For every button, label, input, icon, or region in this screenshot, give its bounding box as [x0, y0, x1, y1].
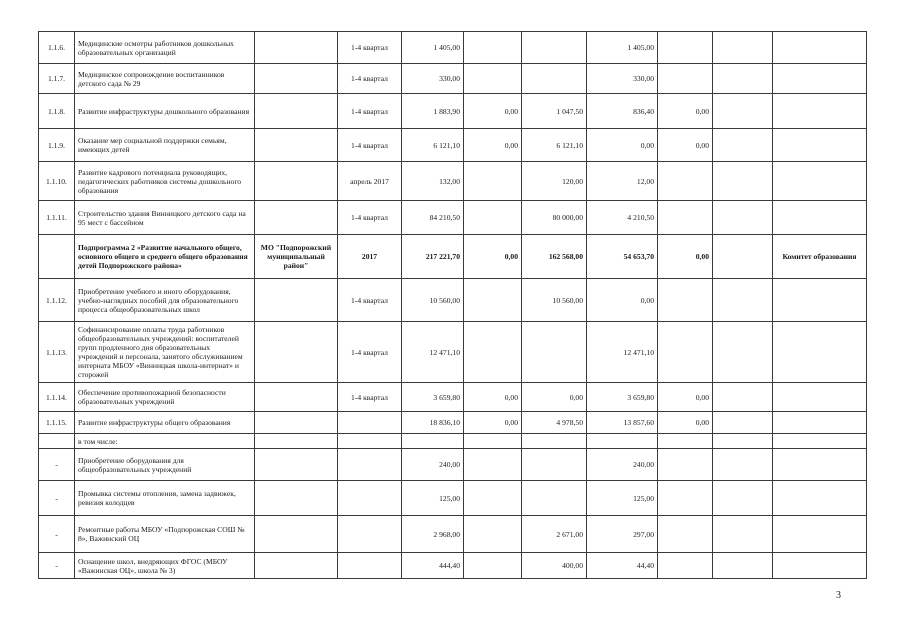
- row-name: Строительство здания Винницкого детского сада на 95 мест с бассейном: [75, 201, 255, 235]
- row-result: [713, 162, 773, 201]
- row-other: 0,00: [658, 412, 713, 434]
- row-total: 2 968,00: [402, 516, 464, 553]
- row-executor: [255, 481, 338, 516]
- row-regional: 120,00: [522, 162, 587, 201]
- row-local: 12,00: [587, 162, 658, 201]
- row-local: 0,00: [587, 279, 658, 322]
- row-responsible: [773, 434, 867, 449]
- row-executor: [255, 412, 338, 434]
- row-other: [658, 64, 713, 94]
- row-local: 3 659,80: [587, 383, 658, 412]
- row-regional: 10 560,00: [522, 279, 587, 322]
- row-responsible: [773, 162, 867, 201]
- row-result: [713, 516, 773, 553]
- row-term: [338, 553, 402, 579]
- row-name: Оказание мер социальной поддержки семьям, имеющих детей: [75, 129, 255, 162]
- row-term: 1-4 квартал: [338, 32, 402, 64]
- row-federal: [464, 449, 522, 481]
- row-result: [713, 279, 773, 322]
- row-result: [713, 383, 773, 412]
- row-regional: 162 568,00: [522, 235, 587, 279]
- row-name: Приобретение оборудования для общеобразовательных учреждений: [75, 449, 255, 481]
- row-regional: [522, 32, 587, 64]
- row-responsible: [773, 64, 867, 94]
- row-other: [658, 322, 713, 383]
- row-other: [658, 32, 713, 64]
- row-responsible: [773, 32, 867, 64]
- row-other: [658, 279, 713, 322]
- table-row: [39, 322, 867, 383]
- row-executor: [255, 434, 338, 449]
- table-row: [39, 553, 867, 579]
- row-other: 0,00: [658, 129, 713, 162]
- row-name: в том числе:: [75, 434, 255, 449]
- row-regional: [522, 64, 587, 94]
- row-local: 0,00: [587, 129, 658, 162]
- row-regional: 2 671,00: [522, 516, 587, 553]
- row-total: 1 405,00: [402, 32, 464, 64]
- row-name: Развитие инфраструктуры дошкольного образования: [75, 94, 255, 129]
- row-local: 13 857,60: [587, 412, 658, 434]
- row-name: Приобретение учебного и иного оборудования, учебно-наглядных пособий для образовательного процесса общеобразовательных школ: [75, 279, 255, 322]
- row-local: [587, 434, 658, 449]
- table-row: [39, 201, 867, 235]
- row-name: Медицинское сопровождение воспитанников детского сада № 29: [75, 64, 255, 94]
- row-name: Обеспечение противопожарной безопасности образовательных учреждений: [75, 383, 255, 412]
- table-row: [39, 32, 867, 64]
- row-executor: [255, 516, 338, 553]
- row-total: 125,00: [402, 481, 464, 516]
- row-result: [713, 322, 773, 383]
- row-term: [338, 434, 402, 449]
- row-federal: [464, 162, 522, 201]
- row-regional: 400,00: [522, 553, 587, 579]
- row-federal: [464, 553, 522, 579]
- table-row: [39, 516, 867, 553]
- row-federal: [464, 322, 522, 383]
- row-name: Софинансирование оплаты труда работников общеобразовательных учреждений: воспитателей групп продленного дня образовательных учреждений и персонала, занятого обслуживанием интерната МБОУ «Винницкая школа-интернат» и сторожей: [75, 322, 255, 383]
- row-federal: 0,00: [464, 412, 522, 434]
- table-row: [39, 383, 867, 412]
- row-federal: [464, 516, 522, 553]
- row-number: [39, 434, 75, 449]
- row-term: 1-4 квартал: [338, 383, 402, 412]
- row-executor: [255, 449, 338, 481]
- row-term: [338, 481, 402, 516]
- table-row: [39, 412, 867, 434]
- row-result: [713, 235, 773, 279]
- row-term: апрель 2017: [338, 162, 402, 201]
- row-total: 330,00: [402, 64, 464, 94]
- row-result: [713, 32, 773, 64]
- row-executor: [255, 94, 338, 129]
- row-local: 1 405,00: [587, 32, 658, 64]
- row-federal: 0,00: [464, 383, 522, 412]
- row-executor: [255, 279, 338, 322]
- row-federal: 0,00: [464, 94, 522, 129]
- row-number: 1.1.10.: [39, 162, 75, 201]
- row-regional: [522, 449, 587, 481]
- row-regional: 4 978,50: [522, 412, 587, 434]
- row-responsible: [773, 201, 867, 235]
- row-executor: [255, 322, 338, 383]
- page-number: 3: [836, 590, 841, 601]
- row-other: [658, 449, 713, 481]
- row-total: 217 221,70: [402, 235, 464, 279]
- row-number: [39, 235, 75, 279]
- row-result: [713, 64, 773, 94]
- row-other: [658, 162, 713, 201]
- row-total: 3 659,80: [402, 383, 464, 412]
- row-federal: [464, 64, 522, 94]
- row-name: Подпрограмма 2 «Развитие начального общего, основного общего и среднего общего образования детей Подпорожского района»: [75, 235, 255, 279]
- row-federal: [464, 279, 522, 322]
- row-number: -: [39, 481, 75, 516]
- row-other: [658, 201, 713, 235]
- row-regional: [522, 434, 587, 449]
- row-name: Медицинские осмотры работников дошкольных образовательных организаций: [75, 32, 255, 64]
- row-federal: [464, 32, 522, 64]
- row-regional: 80 000,00: [522, 201, 587, 235]
- row-term: 1-4 квартал: [338, 64, 402, 94]
- row-term: 1-4 квартал: [338, 94, 402, 129]
- row-total: 12 471,10: [402, 322, 464, 383]
- row-result: [713, 449, 773, 481]
- row-executor: [255, 32, 338, 64]
- table-row: [39, 162, 867, 201]
- row-term: [338, 516, 402, 553]
- row-responsible: [773, 279, 867, 322]
- row-federal: [464, 481, 522, 516]
- row-total: 240,00: [402, 449, 464, 481]
- row-number: 1.1.8.: [39, 94, 75, 129]
- row-total: 84 210,50: [402, 201, 464, 235]
- row-result: [713, 553, 773, 579]
- row-term: 1-4 квартал: [338, 201, 402, 235]
- program-table: [38, 31, 867, 579]
- row-result: [713, 94, 773, 129]
- row-number: -: [39, 449, 75, 481]
- row-name: Ремонтные работы МБОУ «Подпорожская СОШ № 8», Важинский ОЦ: [75, 516, 255, 553]
- row-responsible: [773, 481, 867, 516]
- row-number: 1.1.11.: [39, 201, 75, 235]
- row-regional: 1 047,50: [522, 94, 587, 129]
- row-responsible: [773, 516, 867, 553]
- row-total: 444,40: [402, 553, 464, 579]
- row-result: [713, 201, 773, 235]
- row-responsible: [773, 553, 867, 579]
- row-executor: [255, 553, 338, 579]
- row-local: 297,00: [587, 516, 658, 553]
- row-total: 1 883,90: [402, 94, 464, 129]
- row-local: 330,00: [587, 64, 658, 94]
- row-local: 836,40: [587, 94, 658, 129]
- row-regional: [522, 322, 587, 383]
- row-regional: 6 121,10: [522, 129, 587, 162]
- row-responsible: [773, 129, 867, 162]
- row-responsible: [773, 322, 867, 383]
- row-federal: 0,00: [464, 129, 522, 162]
- row-total: 18 836,10: [402, 412, 464, 434]
- row-result: [713, 434, 773, 449]
- row-responsible: [773, 383, 867, 412]
- row-responsible: [773, 449, 867, 481]
- table-row: [39, 449, 867, 481]
- row-term: [338, 412, 402, 434]
- table-row: [39, 64, 867, 94]
- row-total: 132,00: [402, 162, 464, 201]
- row-number: -: [39, 553, 75, 579]
- row-local: 240,00: [587, 449, 658, 481]
- row-local: 54 653,70: [587, 235, 658, 279]
- row-total: [402, 434, 464, 449]
- subprogram-row: [39, 235, 867, 279]
- row-other: [658, 516, 713, 553]
- row-executor: [255, 64, 338, 94]
- row-local: 4 210,50: [587, 201, 658, 235]
- row-total: 6 121,10: [402, 129, 464, 162]
- row-term: 1-4 квартал: [338, 279, 402, 322]
- row-federal: [464, 434, 522, 449]
- row-result: [713, 129, 773, 162]
- row-federal: 0,00: [464, 235, 522, 279]
- row-name: Оснащение школ, внедряющих ФГОС (МБОУ «Важинская ОЦ», школа № 3): [75, 553, 255, 579]
- row-term: 2017: [338, 235, 402, 279]
- row-responsible: Комитет образования: [773, 235, 867, 279]
- row-number: 1.1.15.: [39, 412, 75, 434]
- row-executor: [255, 383, 338, 412]
- row-executor: [255, 201, 338, 235]
- row-number: 1.1.12.: [39, 279, 75, 322]
- row-other: 0,00: [658, 235, 713, 279]
- row-result: [713, 481, 773, 516]
- table-row: [39, 129, 867, 162]
- row-regional: 0,00: [522, 383, 587, 412]
- row-responsible: [773, 412, 867, 434]
- row-term: [338, 449, 402, 481]
- row-other: [658, 481, 713, 516]
- table-row: [39, 279, 867, 322]
- row-other: 0,00: [658, 383, 713, 412]
- table-row: [39, 434, 867, 449]
- row-responsible: [773, 94, 867, 129]
- row-number: -: [39, 516, 75, 553]
- row-local: 12 471,10: [587, 322, 658, 383]
- row-number: 1.1.13.: [39, 322, 75, 383]
- row-name: Развитие кадрового потенциала руководящих, педагогических работников системы дошкольного образования: [75, 162, 255, 201]
- row-local: 44,40: [587, 553, 658, 579]
- row-name: Промывка системы отопления, замена задвижек, ревизия колодцев: [75, 481, 255, 516]
- table-row: [39, 481, 867, 516]
- row-other: 0,00: [658, 94, 713, 129]
- table-row: [39, 94, 867, 129]
- row-name: Развитие инфраструктуры общего образования: [75, 412, 255, 434]
- row-result: [713, 412, 773, 434]
- row-number: 1.1.7.: [39, 64, 75, 94]
- row-executor: [255, 162, 338, 201]
- row-number: 1.1.14.: [39, 383, 75, 412]
- row-executor: МО "Подпорожский муниципальный район": [255, 235, 338, 279]
- row-regional: [522, 481, 587, 516]
- row-local: 125,00: [587, 481, 658, 516]
- row-executor: [255, 129, 338, 162]
- row-other: [658, 434, 713, 449]
- row-federal: [464, 201, 522, 235]
- row-term: 1-4 квартал: [338, 129, 402, 162]
- row-number: 1.1.9.: [39, 129, 75, 162]
- row-number: 1.1.6.: [39, 32, 75, 64]
- row-term: 1-4 квартал: [338, 322, 402, 383]
- row-other: [658, 553, 713, 579]
- row-total: 10 560,00: [402, 279, 464, 322]
